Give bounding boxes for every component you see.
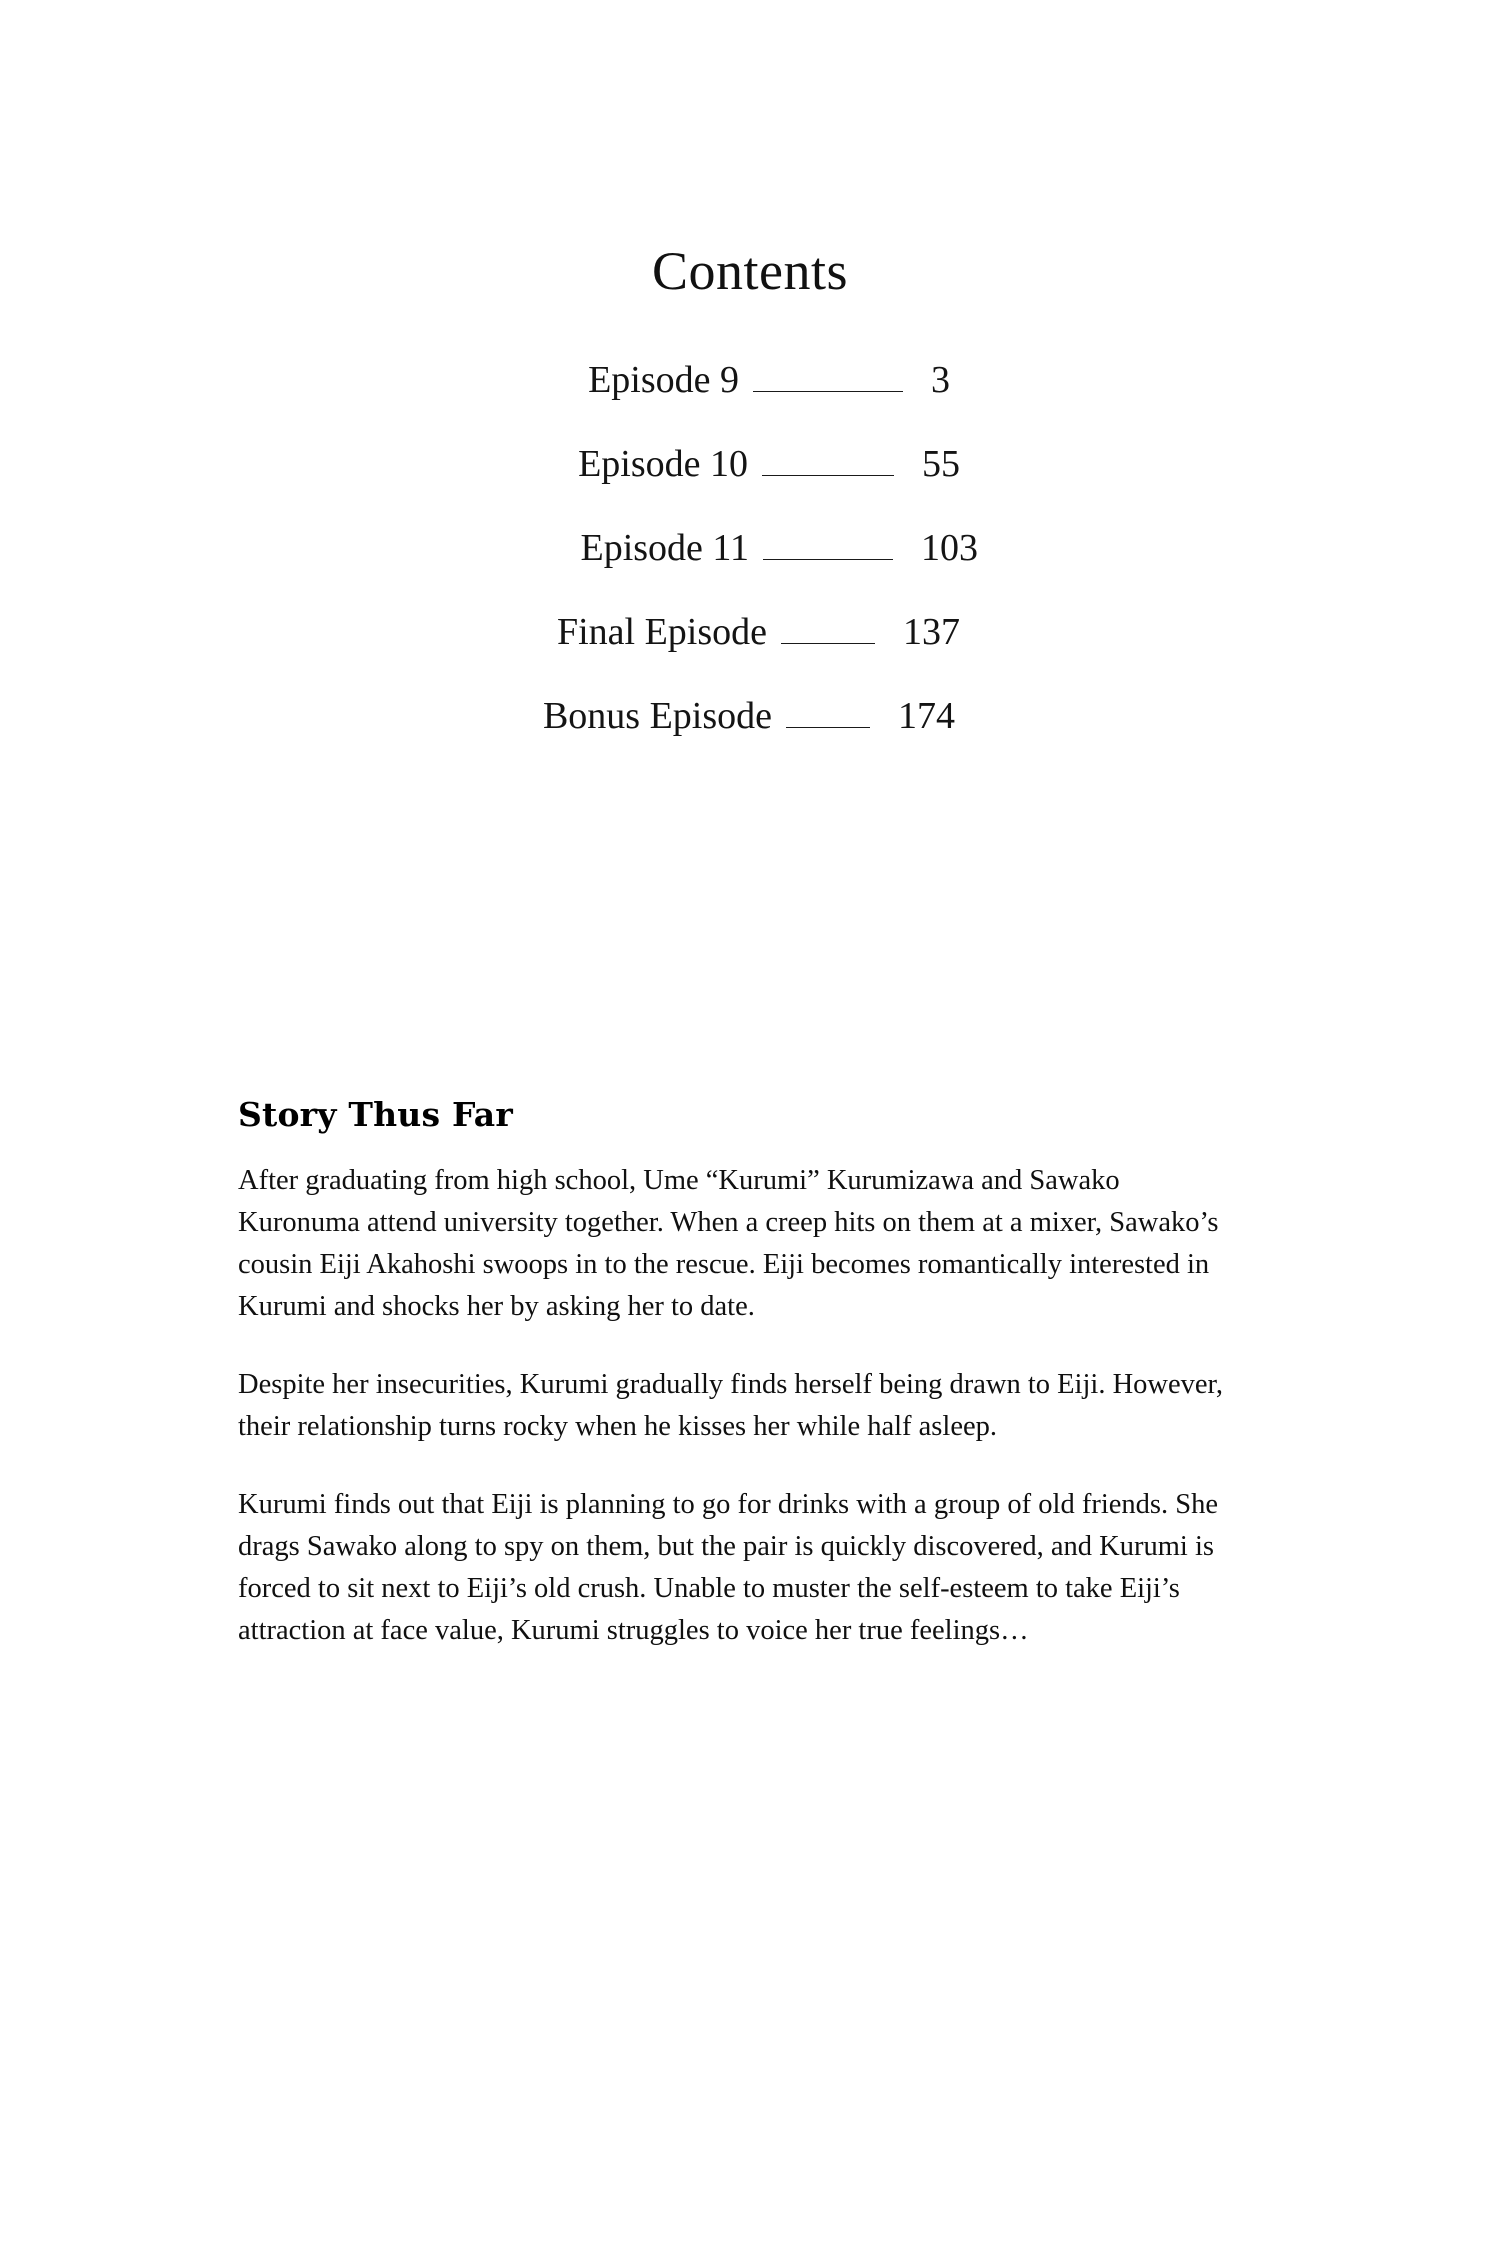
toc-entry-label: Final Episode <box>556 611 767 653</box>
table-of-contents <box>0 358 1500 778</box>
toc-entry-page: 103 <box>921 527 978 569</box>
toc-entry[interactable] <box>0 610 1500 694</box>
toc-entry-page: 55 <box>922 443 960 485</box>
toc-entry[interactable] <box>0 526 1500 610</box>
toc-entry-page: 137 <box>903 611 960 653</box>
story-paragraph: After graduating from high school, Ume “Kurumi” Kurumizawa and Sawako Kuronuma attend university together. When a creep hits on them at a mixer, Sawako’s cousin Eiji Akahoshi swoops in to the rescue. Eiji becomes romantically interested in Kurumi and shocks her by asking her to date. <box>238 1165 1219 1322</box>
toc-entry[interactable] <box>0 694 1500 778</box>
toc-entry-label: Bonus Episode <box>542 695 772 737</box>
page-title: Contents <box>651 241 848 301</box>
toc-leader-line <box>786 727 870 728</box>
story-thus-far-section <box>238 1095 1246 1652</box>
toc-entry-label: Episode 11 <box>580 527 749 569</box>
toc-leader-line <box>781 643 875 644</box>
story-paragraph: Kurumi finds out that Eiji is planning to go for drinks with a group of old friends. She drags Sawako along to spy on them, but the pair is quickly discovered, and Kurumi is forced to sit next to Eiji’s old crush. Unable to muster the self-esteem to take Eiji’s attraction at face value, Kurumi struggles to voice her true feelings… <box>238 1489 1218 1646</box>
toc-entry[interactable] <box>0 358 1500 442</box>
toc-leader-line <box>753 391 903 392</box>
toc-entry[interactable] <box>0 442 1500 526</box>
toc-leader-line <box>762 475 894 476</box>
story-thus-far-heading: Story Thus Far <box>238 1095 513 1134</box>
toc-entry-label: Episode 9 <box>588 359 739 401</box>
toc-entry-page: 174 <box>898 695 955 737</box>
story-paragraph: Despite her insecurities, Kurumi gradually finds herself being drawn to Eiji. However, their relationship turns rocky when he kisses her while half asleep. <box>238 1369 1224 1442</box>
toc-leader-line <box>763 559 893 560</box>
toc-entry-label: Episode 10 <box>578 443 748 485</box>
toc-entry-page: 3 <box>931 359 950 401</box>
